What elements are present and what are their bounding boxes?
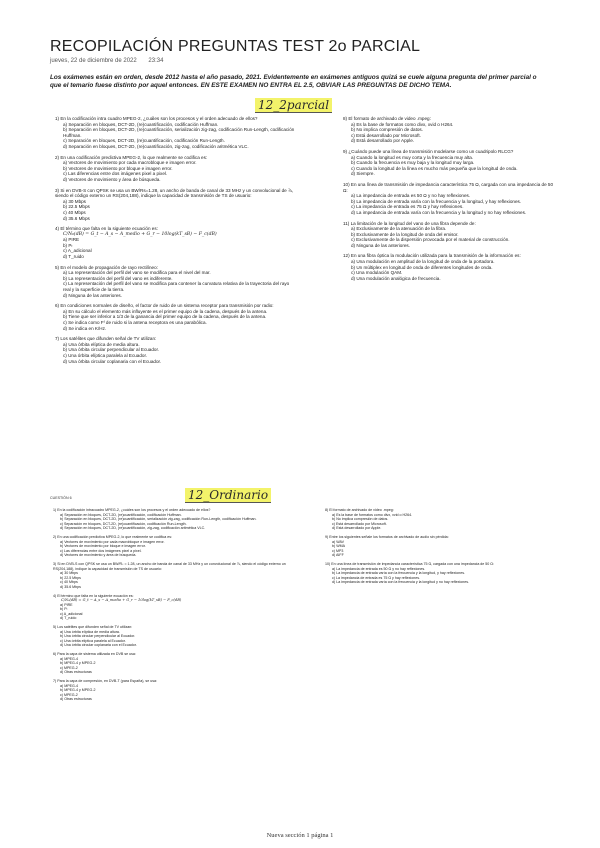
question-item [343, 116, 558, 144]
answer-option: d) Está desarrollado por Apple. [351, 138, 415, 144]
answer-option: b) Una órbita circular perpendicular al Ecuador. [60, 634, 136, 638]
question-stem: 2) En una codificación predictiva MPEG-2, lo que realmente se codifica es: [55, 154, 208, 160]
question-item [53, 679, 293, 702]
page-date: jueves, 22 de diciembre de 2022 [50, 58, 137, 64]
question-stem: 7) Para la capa de compresión, en DVB-T (para España), se usa: [53, 679, 158, 683]
answer-option: b) Cuando la frecuencia es muy baja y la longitud muy larga. [351, 160, 475, 166]
question-item [55, 265, 295, 299]
answer-option: b) No implica compresión de datos. [332, 517, 389, 521]
answer-option: d) Una modulación analógica de frecuencia. [351, 275, 441, 281]
intro-note: Los exámenes están en orden, desde 2012 hasta el año pasado, 2021. Evidentemente en exámenes antiguos quizá se cuele alguna pregunta del primer parcial o que el temario fuese distinto por aquel entonces. EN ESTE EXAMEN NO ENTRA EL 2.5, OBVIAR LAS PREGUNTAS DE DICHO TEMA. [50, 74, 537, 90]
answer-option: a) Exclusivamente de la atenuación de la fibra. [351, 226, 447, 232]
answer-option: c) Una órbita elíptica paralela al Ecuador. [63, 352, 148, 358]
question-item [325, 508, 550, 531]
answer-option: d) Otras estructuras [60, 697, 92, 701]
answer-option: d) 35.6 Mbps [60, 584, 81, 589]
question-stem: 12) En una fibra óptica la modulación utilizada para la transmisión de la información es: [343, 253, 521, 259]
answer-option: c) Se indica como Fᶠ de ruido si la antena receptora es una parabólica. [63, 320, 207, 325]
question-item [343, 182, 558, 216]
question-stem: 3) Si en DVB-S con QPSK se usa un BW/Rs=1.28, un ancho de banda de canal de 33 MHz y un convolucional de ⅞, siendo el código externo un RS(204,188), indique la capacidad de transmisión de TS de usuario: [55, 187, 294, 199]
answer-option: c) Las diferencias entre dos imágenes pixel a pixel. [60, 548, 142, 553]
answer-option: a) La impedancia de entrada es 50 Ω y no hay reflexiones. [351, 193, 471, 199]
answer-option: a) En su cálculo el elemento más influyente es el primer equipo de la cadena, después de la antena. [63, 308, 268, 314]
question-item [343, 253, 558, 281]
answer-option: d) Vectores de movimiento y área de búsqueda. [60, 553, 137, 557]
questions-bottom-left [53, 508, 293, 706]
question-item [53, 652, 293, 675]
answer-option: d) Una órbita circular coplanaria con el Ecuador. [60, 643, 137, 647]
answer-option: d) La impedancia de entrada varía con la frecuencia y la longitud y no hay reflexiones. [351, 209, 527, 215]
answer-option: d) Siempre. [351, 171, 375, 177]
question-stem: 10) En una línea de transmisión de impedancia característica 75 Ω, cargada con una impedancia de 50 Ω: [325, 562, 494, 566]
answer-option: c) MP3 [332, 548, 344, 553]
question-stem: 10) En una línea de transmisión de impedancia característica 75 Ω, cargada con una impedancia de 50 Ω: [343, 181, 554, 193]
equation: C/N₀(dB) = G_t − A_s − A_medio + G_r − 10log(kT_sB) − F_c(dB) [63, 231, 217, 237]
question-item [343, 221, 558, 249]
answer-option: d) Separación en bloques, DCT-2D, (re)cuantificación, zig-zag, codificación aritmética VLC. [63, 143, 249, 149]
question-stem: 5) Los satélites que difunden señal de TV utilizan: [53, 625, 133, 629]
answer-option: c) Está desarrollado por Microsoft. [351, 132, 421, 138]
question-stem: 7) Los satélites que difunden señal de TV utilizan: [55, 336, 157, 342]
answer-option: c) 40 Mbps [60, 580, 78, 584]
questions-bottom-right [325, 508, 550, 589]
question-stem: 2) En una codificación predictiva MPEG-2, lo que realmente se codifica es: [53, 535, 173, 539]
answer-option: b) MPEG-4 y MPEG-2 [60, 688, 96, 692]
question-stem: 3) Si en DVB-S con QPSK se usa un BW/Rₛ = 1.28, un ancho de banda de canal de 33 MHz y un convolucional de ⅞, siendo el código externo un RS(204,188), indique la capacidad de transmisión de TS de usuario: [53, 562, 286, 571]
answer-option: c) Está desarrollado por Microsoft. [332, 521, 387, 526]
answer-option: a) Una modulación en amplitud de la longitud de onda de la portadora. [351, 259, 495, 265]
question-stem: 9) Entre los siguientes señale los formatos de archivado de audio sin pérdida: [325, 535, 449, 539]
answer-option: b) La impedancia de entrada varía con la frecuencia y la longitud, y hay reflexiones. [351, 198, 522, 204]
answer-option: c) La representación del perfil del vano se modifica para contener la curvatura relativa de la trayectoria del rayo real y la superficie de la tierra. [63, 281, 290, 293]
question-stem: 5) En el modelo de propagación de rayo rectilíneo: [55, 264, 158, 270]
question-stem: 4) El término que falta en la siguiente ecuación es: [53, 593, 134, 598]
answer-option: c) Separación en bloques, DCT-2D, (re)cuantificación, codificación Run-Length. [60, 521, 187, 526]
answer-option: c) 40 Mbps [63, 209, 86, 215]
answer-option: c) MPEG-2 [60, 692, 78, 697]
answer-option: c) Una órbita elíptica paralela al Ecuador. [60, 638, 126, 643]
answer-option: d) T_ruido [60, 616, 77, 620]
page-time: 23:34 [148, 58, 164, 64]
answer-option: b) 22.5 Mbps [63, 204, 90, 210]
answer-option: b) 22.5 Mbps [60, 575, 81, 580]
question-stem: 1) En la codificación intra cuadro MPEG-2, ¿cuáles son los procesos y el orden adecuado de ellos? [55, 116, 258, 121]
question-item [53, 562, 293, 589]
questions-top-right [343, 116, 558, 286]
equation: C/N₀(dB) = G_t − A_s − A_medio + G_r − 10log(kT_sB) − F_c(dB) [61, 598, 182, 602]
question-item [55, 116, 295, 150]
answer-option: b) MPEG-4 y MPEG-2 [60, 661, 96, 665]
answer-option: b) Una órbita circular perpendicular al Ecuador. [63, 347, 160, 353]
answer-option: a) Es la base de formatos como divx, xvid o H264. [351, 121, 454, 127]
question-stem: 11) La limitación de la longitud del vano de una fibra depende de: [343, 220, 476, 226]
answer-option: a) Una órbita elíptica de media altura. [60, 629, 120, 634]
answer-option: d) Separación en bloques, DCT-2D, (re)cuantificación, zig-zag, codificación aritmética VLC. [60, 526, 206, 530]
question-item [53, 594, 293, 621]
answer-option: a) Vectores de movimiento por cada macrobloque e imagen error. [63, 160, 197, 166]
answer-option: a) WAV [332, 539, 344, 544]
answer-option: c) Una modulación QAM. [351, 270, 403, 276]
answer-option: b) Separación en bloques, DCT-2D, (re)cuantificación, serialización zig-zag, codificación Run-Length, codificación Huffman. [60, 517, 257, 521]
answer-option: a) 30 Mbps [63, 198, 86, 204]
question-item [55, 336, 295, 364]
answer-option: b) La impedancia de entrada varía con la frecuencia y la longitud, y hay reflexiones. [332, 571, 466, 575]
question-item [55, 226, 295, 260]
answer-option: d) Otras estructuras [60, 670, 92, 674]
question-item [53, 535, 293, 558]
question-item [325, 535, 550, 558]
answer-option: a) La impedancia de entrada es 50 Ω y no hay reflexiones. [332, 566, 426, 571]
answer-option: c) La impedancia de entrada es 75 Ω y hay reflexiones. [332, 575, 420, 580]
handwritten-label-top: 12_2parcial [255, 98, 332, 112]
answer-option: a) Una órbita elíptica de media altura. [63, 341, 140, 347]
questions-top-left [55, 116, 295, 369]
answer-option: b) Vectores de movimiento por bloque e imagen error. [60, 544, 146, 548]
answer-option: c) Las diferencias entre dos imágenes pixel a pixel. [63, 171, 168, 177]
answer-option: d) Una órbita circular coplanaria con el Ecuador. [63, 358, 162, 364]
question-item [325, 562, 550, 585]
answer-option: a) Es la base de formatos como divx, xvid o H264. [332, 512, 413, 517]
question-stem: 1) En la codificación intracuadro MPEG-2, ¿cuáles son los procesos y el orden adecuado de ellos? [53, 508, 211, 512]
question-stem: 6) Para la capa de sistema utilizada en DVB se usa: [53, 652, 136, 656]
answer-option: c) Exclusivamente de la dispersión provocada por el material de construcción. [351, 237, 510, 243]
question-stem: 8) El formato de archivado de video .mpeg: [343, 116, 431, 121]
answer-option: a) 30 Mbps [60, 571, 78, 575]
answer-option: d) Se indica en K/Hz. [63, 325, 107, 331]
answer-option: b) La representación del perfil del vano es indiferente. [63, 275, 173, 281]
question-stem: 9) ¿Cuándo puede una línea de transmisión modelarse como un cuadripolo RLCG? [343, 148, 514, 154]
answer-option: b) WMA [332, 544, 345, 548]
answer-option: c) A_adicional [60, 611, 83, 616]
answer-option: a) Separación en bloques, DCT-2D, (re)cuantificación, codificación Huffman. [60, 512, 182, 517]
answer-option: d) La impedancia de entrada varía con la frecuencia y la longitud y no hay reflexiones. [332, 580, 470, 584]
answer-option: b) Tiene que ser inferior a 1/3 de la ganancia del primer equipo de la cadena, después de la antena. [63, 314, 267, 320]
question-stem: 8) El formato de archivado de video .mpeg: [325, 508, 394, 512]
answer-option: d) 35.6 Mbps [63, 215, 90, 221]
answer-option: a) Vectores de movimiento por cada macrobloque e imagen error. [60, 539, 165, 544]
question-item [55, 303, 295, 331]
section-label: CUESTIÓN 6 [50, 496, 72, 500]
answer-option: c) Separación en bloques, DCT-2D, (re)cuantificación, codificación Run-Length. [63, 138, 225, 144]
answer-option: d) Está desarrollado por Apple. [332, 526, 382, 530]
answer-option: d) T_ruido [63, 254, 84, 260]
question-item [55, 188, 295, 222]
page-title: RECOPILACIÓN PREGUNTAS TEST 2o PARCIAL [50, 38, 421, 55]
answer-option: c) La impedancia de entrada es 75 Ω y hay reflexiones. [351, 204, 464, 210]
answer-option: a) MPEG-4 [60, 683, 78, 688]
answer-option: d) Vectores de movimiento y área de búsqueda. [63, 176, 161, 182]
handwritten-label-bottom: 12_Ordinario [185, 488, 271, 502]
answer-option: a) MPEG-4 [60, 656, 78, 661]
answer-option: a) La representación del perfil del vano se modifica para el nivel del mar. [63, 270, 211, 276]
answer-option: b) Pₜ [60, 607, 68, 611]
answer-option: b) No implica compresión de datos. [351, 127, 424, 133]
question-item [53, 508, 293, 531]
answer-option: b) Pₜ [63, 242, 73, 248]
answer-option: c) Cuando la longitud de la línea es mucho más pequeña que la longitud de onda. [351, 165, 518, 171]
answer-option: a) Cuando la longitud es muy corta y la frecuencia muy alta. [351, 154, 474, 160]
date-line [50, 58, 173, 64]
answer-option: d) Ninguna de las anteriores. [63, 292, 122, 298]
answer-option: c) A_adicional [63, 248, 92, 254]
question-stem: 6) En condiciones normales de diseño, el factor de ruido de un sistema receptor para transmisión por radio: [55, 303, 274, 309]
answer-option: a) Separación en bloques, DCT-2D, (re)cuantificación, codificación Huffman. [63, 121, 219, 127]
answer-option: b) Vectores de movimiento por bloque e imagen error. [63, 165, 173, 171]
answer-option: b) Exclusivamente de la longitud de onda del emisor. [351, 231, 459, 237]
question-item [53, 625, 293, 648]
question-stem: 4) El término que falta en la siguiente ecuación es: [55, 226, 158, 232]
answer-option: d) AIFF [332, 553, 344, 557]
answer-option: b) Separación en bloques, DCT-2D, (re)cuantificación, serialización zig-zag, codificación Run-Length, codificación Huffman. [63, 127, 295, 138]
page-footer: Nueva sección 1 página 1 [266, 832, 334, 839]
answer-option: a) PIRE [60, 602, 73, 607]
question-item [55, 155, 295, 183]
answer-option: c) MPEG-2 [60, 665, 78, 670]
answer-option: b) Un múltiplex en longitud de onda de diferentes longitudes de onda. [351, 264, 493, 270]
answer-option: a) PIRE [63, 237, 80, 243]
question-item [343, 149, 558, 177]
answer-option: d) Ninguna de las anteriores. [351, 242, 410, 248]
